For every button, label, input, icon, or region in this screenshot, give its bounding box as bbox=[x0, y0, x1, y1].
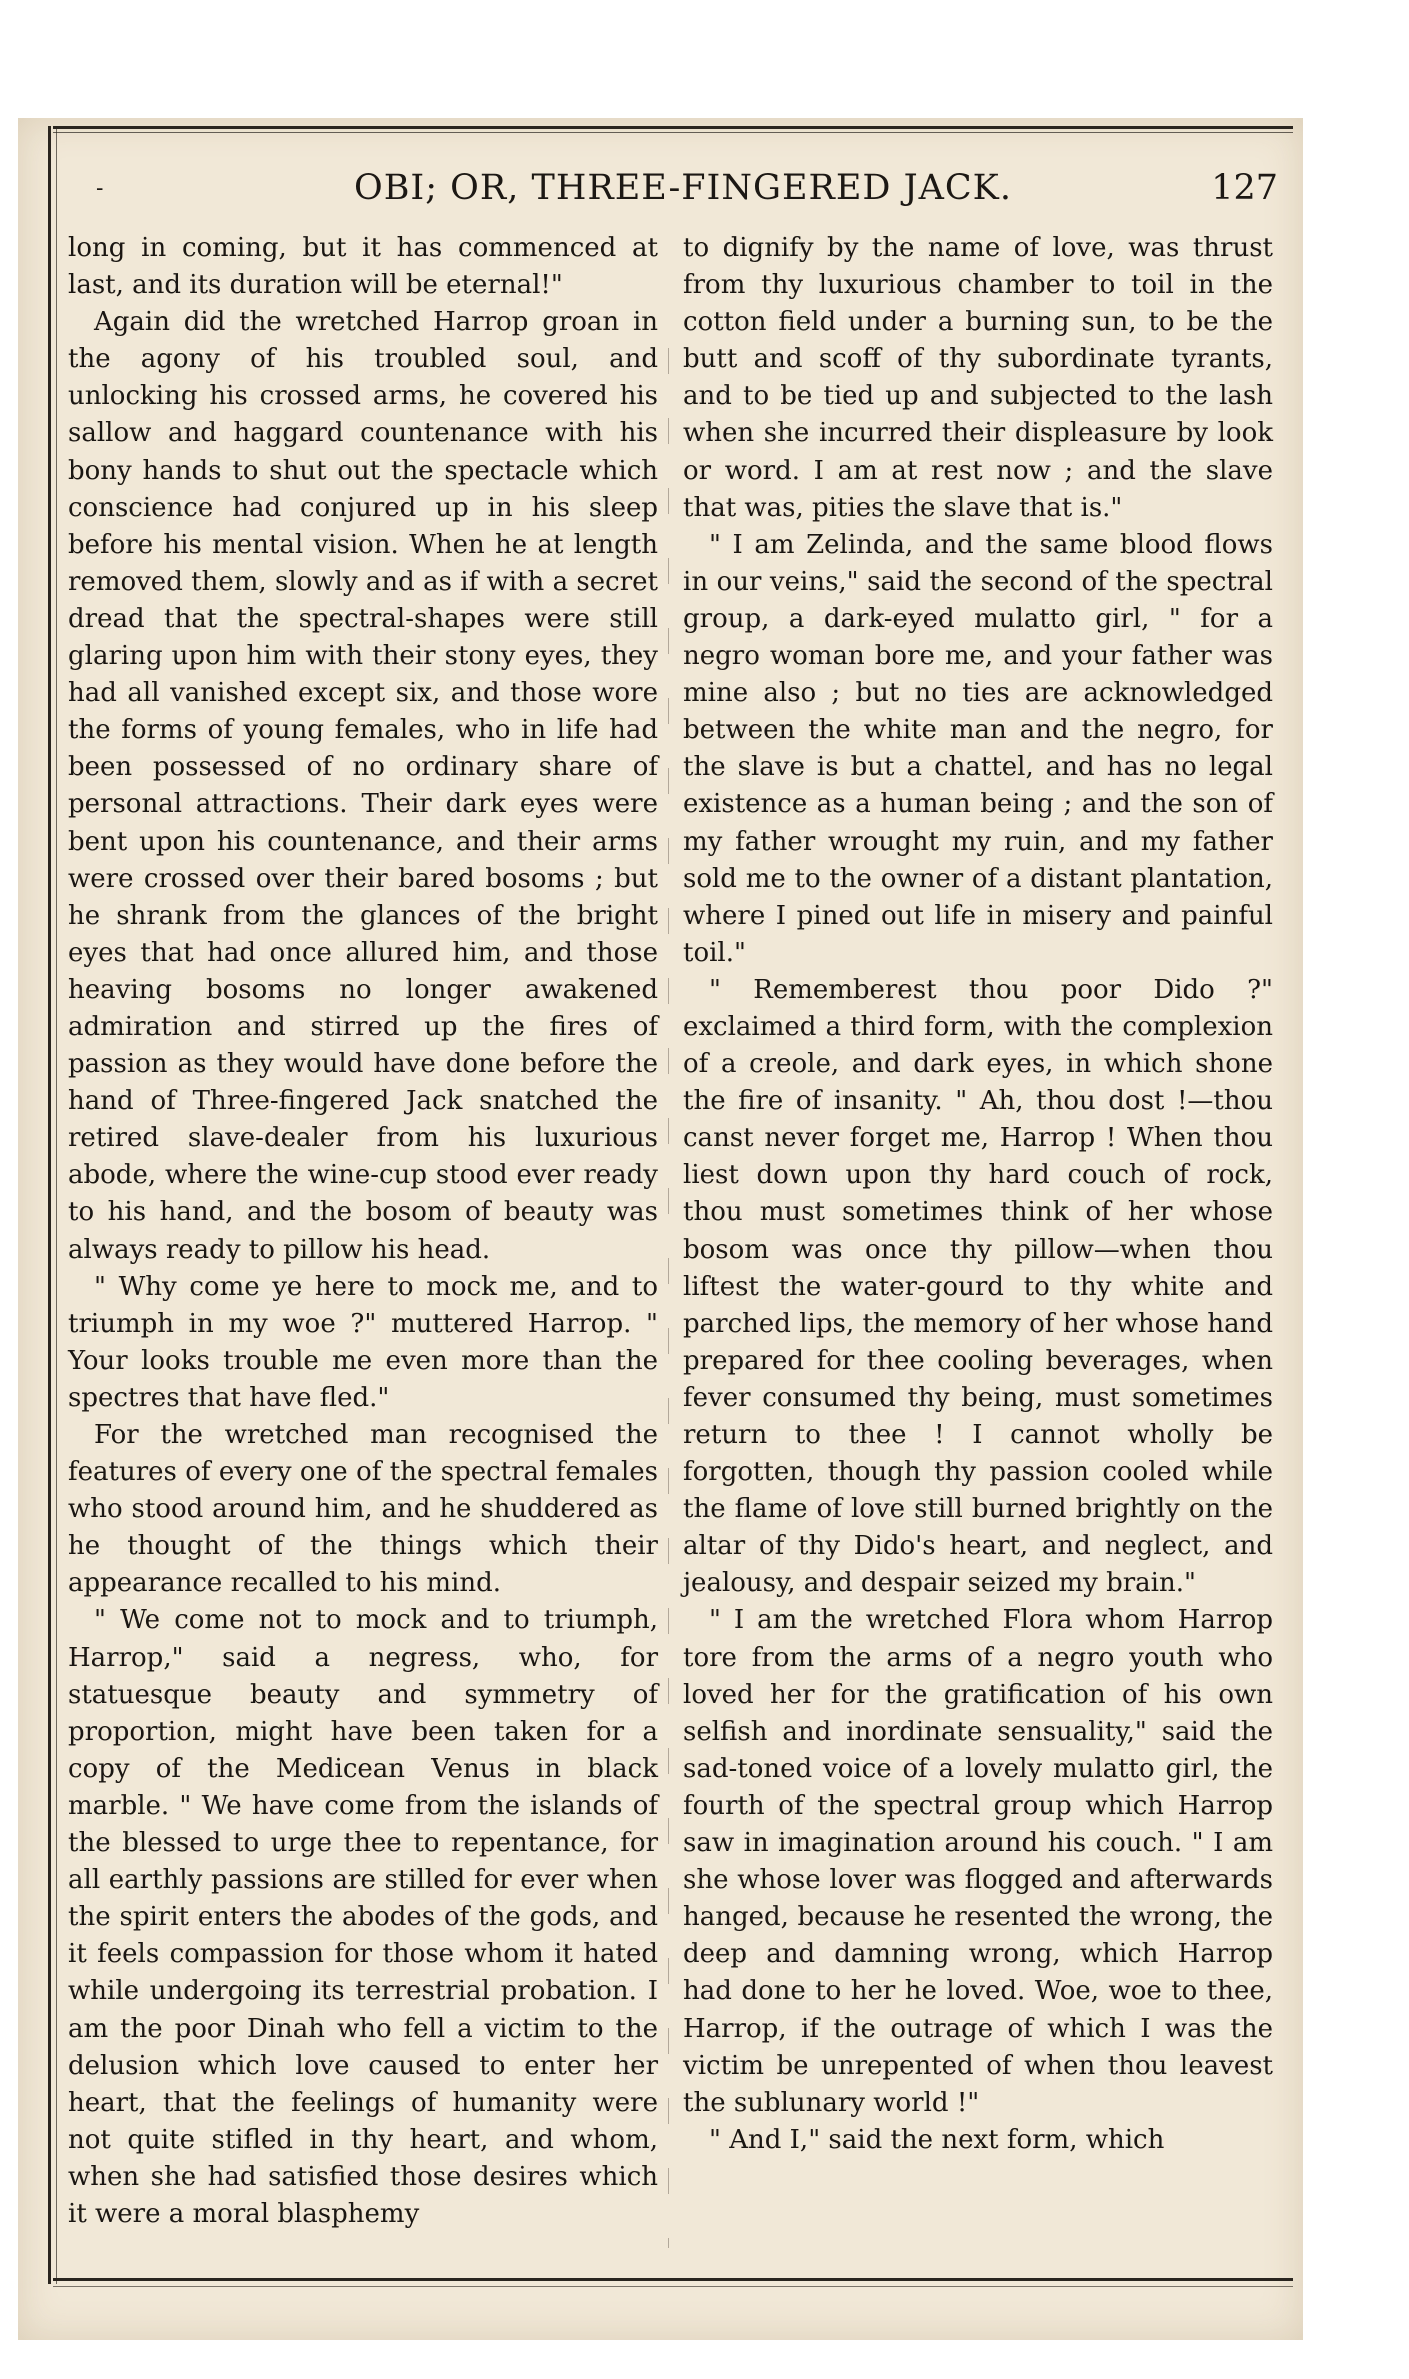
top-rule-thin bbox=[53, 132, 1293, 133]
paragraph: " We come not to mock and to triumph, Harrop," said a negress, who, for statuesque beauty and symmetry of proportion, might have been taken for a copy of the Medicean Venus in black marble. " We have come from the islands of the blessed to urge thee to repentance, for all earthly passions are stilled for ever when the spirit enters the abodes of the gods, and it feels compassion for those whom it hated while undergoing its terrestrial probation. I am the poor Dinah who fell a victim to the delusion which love caused to enter her heart, that the feelings of humanity were not quite stifled in thy heart, and whom, when she had satisfied those desires which it were a moral blasphemy bbox=[68, 1605, 658, 2229]
bottom-rule bbox=[53, 2278, 1293, 2281]
paragraph: " Why come ye here to mock me, and to triumph in my woe ?" muttered Harrop. " Your looks trouble me even more than the spectres that have fled." bbox=[68, 1271, 658, 1413]
header-mark: - bbox=[96, 176, 104, 201]
top-rule bbox=[53, 126, 1293, 129]
page-title: OBI; OR, THREE-FINGERED JACK. bbox=[354, 168, 1012, 208]
bottom-rule-thin bbox=[53, 2286, 1293, 2287]
page-number: 127 bbox=[1211, 168, 1278, 208]
right-column bbox=[683, 230, 1273, 2159]
left-border bbox=[48, 126, 51, 2284]
paragraph: to dignify by the name of love, was thrust from thy luxurious chamber to toil in the cotton field under a burning sun, to be the butt and scoff of thy subordinate tyrants, and to be tied up and subjected to the lash when she incurred their displeasure by look or word. I am at rest now ; and the slave that was, pities the slave that is." bbox=[683, 233, 1273, 523]
paragraph: For the wretched man recognised the features of every one of the spectral females who stood around him, and he shuddered as he thought of the things which their appearance recalled to his mind. bbox=[68, 1420, 658, 1599]
paragraph: long in coming, but it has commenced at last, and its duration will be eternal!" bbox=[68, 233, 658, 301]
paragraph: " I am the wretched Flora whom Harrop tore from the arms of a negro youth who loved her for the gratification of his own selfish and inordinate sensuality," said the sad-toned voice of a lovely mulatto girl, the fourth of the spectral group which Harrop saw in imagination around his couch. " I am she whose lover was flogged and afterwards hanged, because he resented the wrong, the deep and damning wrong, which Harrop had done to her he loved. Woe, woe to thee, Harrop, if the outrage of which I was the victim be unrepented of when thou leavest the sublunary world !" bbox=[683, 1605, 1273, 2118]
left-column bbox=[68, 230, 658, 2233]
running-header bbox=[78, 158, 1288, 218]
book-page bbox=[18, 118, 1303, 2340]
paragraph: " And I," said the next form, which bbox=[709, 2124, 1165, 2155]
paragraph: " I am Zelinda, and the same blood flows in our veins," said the second of the spectral group, a dark-eyed mulatto girl, " for a negro woman bore me, and your father was mine also ; but no ties are acknowledged between the white man and the negro, for the slave is but a chattel, and has no legal existence as a human being ; and the son of my father wrought my ruin, and my father sold me to the owner of a distant plantation, where I pined out life in misery and painful toil." bbox=[683, 529, 1273, 968]
column-divider bbox=[668, 348, 669, 2248]
paragraph: " Rememberest thou poor Dido ?" exclaimed a third form, with the complexion of a creole, and dark eyes, in which shone the fire of insanity. " Ah, thou dost !—thou canst never forget me, Harrop ! When thou liest down upon thy hard couch of rock, thou must sometimes think of her whose bosom was once thy pillow—when thou liftest the water-gourd to thy white and parched lips, the memory of her whose hand prepared for thee cooling beverages, when fever consumed thy being, must sometimes return to thee ! I cannot wholly be forgotten, though thy passion cooled while the flame of love still burned brightly on the altar of thy Dido's heart, and neglect, and jealousy, and despair seized my brain." bbox=[683, 974, 1273, 1599]
paragraph: Again did the wretched Harrop groan in the agony of his troubled soul, and unlocking his crossed arms, he covered his sallow and haggard countenance with his bony hands to shut out the spectacle which conscience had conjured up in his sleep before his mental vision. When he at length removed them, slowly and as if with a secret dread that the spectral-shapes were still glaring upon him with their stony eyes, they had all vanished except six, and those wore the forms of young females, who in life had been possessed of no ordinary share of personal attractions. Their dark eyes were bent upon his countenance, and their arms were crossed over their bared bosoms ; but he shrank from the glances of the bright eyes that had once allured him, and those heaving bosoms no longer awakened admiration and stirred up the fires of passion as they would have done before the hand of Three-fingered Jack snatched the retired slave-dealer from his luxurious abode, where the wine-cup stood ever ready to his hand, and the bosom of beauty was always ready to pillow his head. bbox=[68, 307, 658, 1265]
left-border-thin bbox=[56, 126, 57, 2284]
